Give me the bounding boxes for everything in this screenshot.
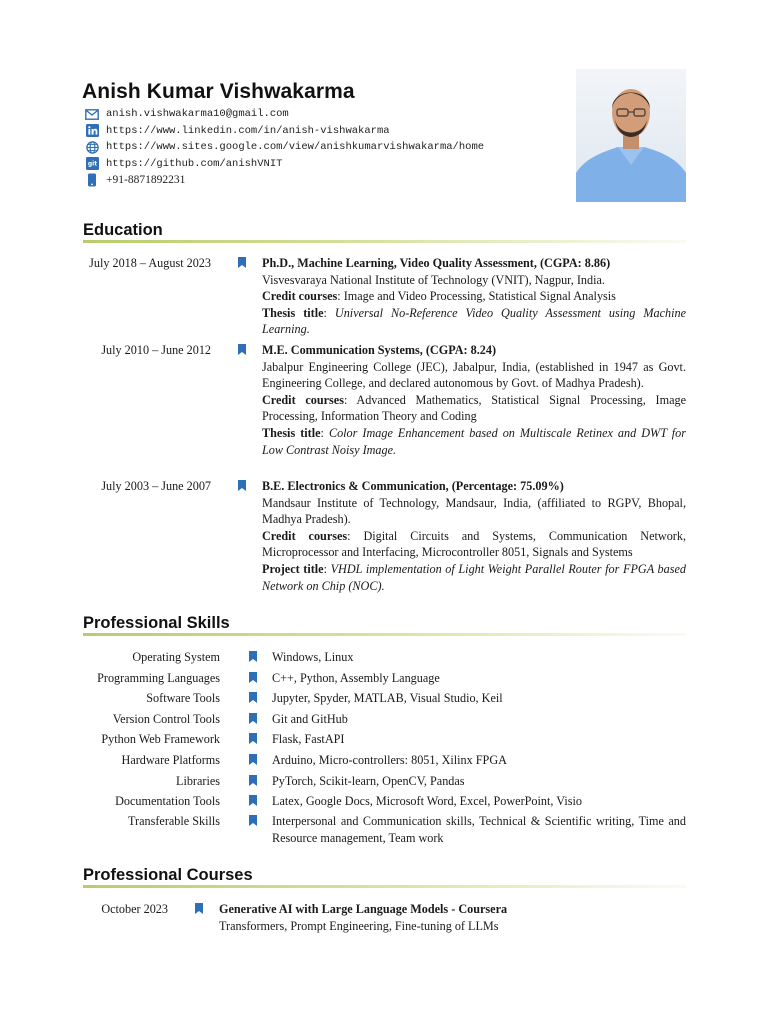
globe-icon [84, 141, 100, 154]
skill-key: Operating System [132, 650, 220, 664]
contact-github[interactable] [84, 156, 484, 173]
skill-value: Jupyter, Spyder, MATLAB, Visual Studio, Keil [272, 691, 503, 705]
education-date: July 2018 – August 2023 [89, 256, 211, 270]
contact-website[interactable] [84, 139, 484, 156]
bookmark-icon [249, 733, 257, 744]
bookmark-icon [249, 754, 257, 765]
education-degree: M.E. Communication Systems, (CGPA: 8.24) [262, 343, 497, 357]
skill-value: Arduino, Micro-controllers: 8051, Xilinx FPGA [272, 753, 507, 767]
skill-key: Hardware Platforms [121, 753, 220, 767]
credit-courses-label: Credit courses [262, 289, 338, 304]
bookmark-icon [238, 480, 246, 491]
skills-heading: Professional Skills [83, 614, 230, 632]
education-body: B.E. Electronics & Communication, (Percentage: 75.09%) Mandsaur Institute of Technology, Mandsaur, India, (affiliated to RGPV, Bhopal, Madhya Pradesh). Credit courses: Digital Circuits and Systems, Communication Network, Microprocessor and Interfacing, Microcontroller 8051, Signals and Systems Project title: VHDL implementation of Light Weight Parallel Router for FPGA based Network on Chip (NOC). [262, 479, 686, 593]
skill-value: Git and GitHub [272, 712, 348, 726]
bookmark-icon [238, 257, 246, 268]
profile-photo [576, 69, 686, 202]
education-degree: B.E. Electronics & Communication, (Percentage: 75.09%) [262, 479, 564, 493]
skill-key: Transferable Skills [128, 814, 220, 828]
skill-value: C++, Python, Assembly Language [272, 671, 440, 685]
bookmark-icon [249, 672, 257, 683]
education-heading: Education [83, 221, 163, 239]
skill-key: Software Tools [146, 691, 220, 705]
credit-courses: : Digital Circuits and Systems, Communication Network, Microprocessor and Interfacing, Microcontroller 8051, Signals and Systems [262, 528, 686, 560]
education-degree: Ph.D., Machine Learning, Video Quality Assessment, (CGPA: 8.86) [262, 256, 611, 270]
contact-linkedin[interactable] [84, 123, 484, 140]
education-rule [83, 240, 686, 243]
credit-courses: : Image and Video Processing, Statistical Signal Analysis [337, 289, 616, 304]
thesis-title: Universal No-Reference Video Quality Assessment using Machine Learning. [262, 305, 686, 337]
thesis-label: Thesis title [262, 425, 321, 440]
courses-rule [83, 885, 686, 888]
education-institution: Jabalpur Engineering College (JEC), Jabalpur, India, (established in 1947 as Govt. Engineering College, and declared autonomous by Govt. of Madhya Pradesh). [262, 359, 686, 391]
skill-key: Python Web Framework [101, 732, 220, 746]
credit-courses-label: Credit courses [262, 392, 344, 407]
skill-key: Documentation Tools [115, 794, 220, 808]
linkedin-icon [84, 124, 100, 137]
website-text: https://www.sites.google.com/view/anishkumarvishwakarma/home [106, 141, 485, 154]
education-institution: Visvesvaraya National Institute of Technology (VNIT), Nagpur, India. [262, 272, 605, 287]
thesis-label: Thesis title [262, 305, 324, 320]
phone-icon [84, 174, 100, 187]
person-name: Anish Kumar Vishwakarma [82, 80, 355, 103]
github-text: https://github.com/anishVNIT [106, 157, 283, 170]
bookmark-icon [238, 344, 246, 355]
bookmark-icon [249, 775, 257, 786]
course-title: Generative AI with Large Language Models - Coursera [219, 902, 508, 916]
course-body [219, 901, 686, 934]
education-institution: Mandsaur Institute of Technology, Mandsaur, India, (affiliated to RGPV, Bhopal, Madhya Pradesh). [262, 495, 686, 527]
bookmark-icon [249, 651, 257, 662]
skill-value: Flask, FastAPI [272, 732, 345, 746]
skill-key: Version Control Tools [112, 712, 220, 726]
education-date: July 2010 – June 2012 [101, 343, 211, 357]
bookmark-icon [249, 815, 257, 826]
education-date: July 2003 – June 2007 [101, 479, 211, 493]
bookmark-icon [249, 713, 257, 724]
credit-courses-label: Credit courses [262, 528, 348, 543]
contact-list [84, 106, 484, 189]
email-text: anish.vishwakarma10@gmail.com [106, 108, 289, 121]
education-body: M.E. Communication Systems, (CGPA: 8.24) Jabalpur Engineering College (JEC), Jabalpur, India, (established in 1947 as Govt. Engineering College, and declared autonomous by Govt. of Madhya Pradesh). Credit courses: Advanced Mathematics, Statistical Signal Processing, Image Processing, Information Theory and Coding Thesis title: Color Image Enhancement based on Multiscale Retinex and DWT for Low Contrast Noisy Image. [262, 343, 686, 457]
skill-value: Latex, Google Docs, Microsoft Word, Excel, PowerPoint, Visio [272, 794, 582, 808]
skills-rule [83, 633, 686, 636]
credit-courses: : Advanced Mathematics, Statistical Signal Processing, Image Processing, Information Theory and Coding [262, 392, 686, 424]
project-title: VHDL implementation of Light Weight Parallel Router for FPGA based Network on Chip (NOC). [262, 561, 686, 593]
skill-value: Interpersonal and Communication skills, Technical & Scientific writing, Time and Resource management, Team work [272, 814, 686, 845]
git-icon [84, 157, 100, 170]
email-icon [84, 108, 100, 121]
skill-key: Libraries [176, 774, 220, 788]
project-label: Project title [262, 561, 324, 576]
course-date: October 2023 [101, 902, 168, 916]
skill-key: Programming Languages [97, 671, 220, 685]
bookmark-icon [195, 903, 203, 914]
courses-heading: Professional Courses [83, 866, 253, 884]
contact-email[interactable] [84, 106, 484, 123]
skill-value: Windows, Linux [272, 650, 354, 664]
contact-phone[interactable] [84, 172, 484, 189]
phone-text: +91-8871892231 [106, 174, 186, 187]
education-body: Ph.D., Machine Learning, Video Quality Assessment, (CGPA: 8.86) Visvesvaraya National Institute of Technology (VNIT), Nagpur, India. Credit courses: Image and Video Processing, Statistical Signal Analysis Thesis title: Universal No-Reference Video Quality Assessment using Machine Learning. [262, 256, 686, 337]
course-detail: Transformers, Prompt Engineering, Fine-tuning of LLMs [219, 918, 499, 933]
svg-text:git: git [87, 160, 97, 168]
bookmark-icon [249, 692, 257, 703]
linkedin-text: https://www.linkedin.com/in/anish-vishwakarma [106, 124, 390, 137]
skill-value: PyTorch, Scikit-learn, OpenCV, Pandas [272, 774, 465, 788]
thesis-title: Color Image Enhancement based on Multiscale Retinex and DWT for Low Contrast Noisy Image. [262, 425, 686, 457]
bookmark-icon [249, 795, 257, 806]
